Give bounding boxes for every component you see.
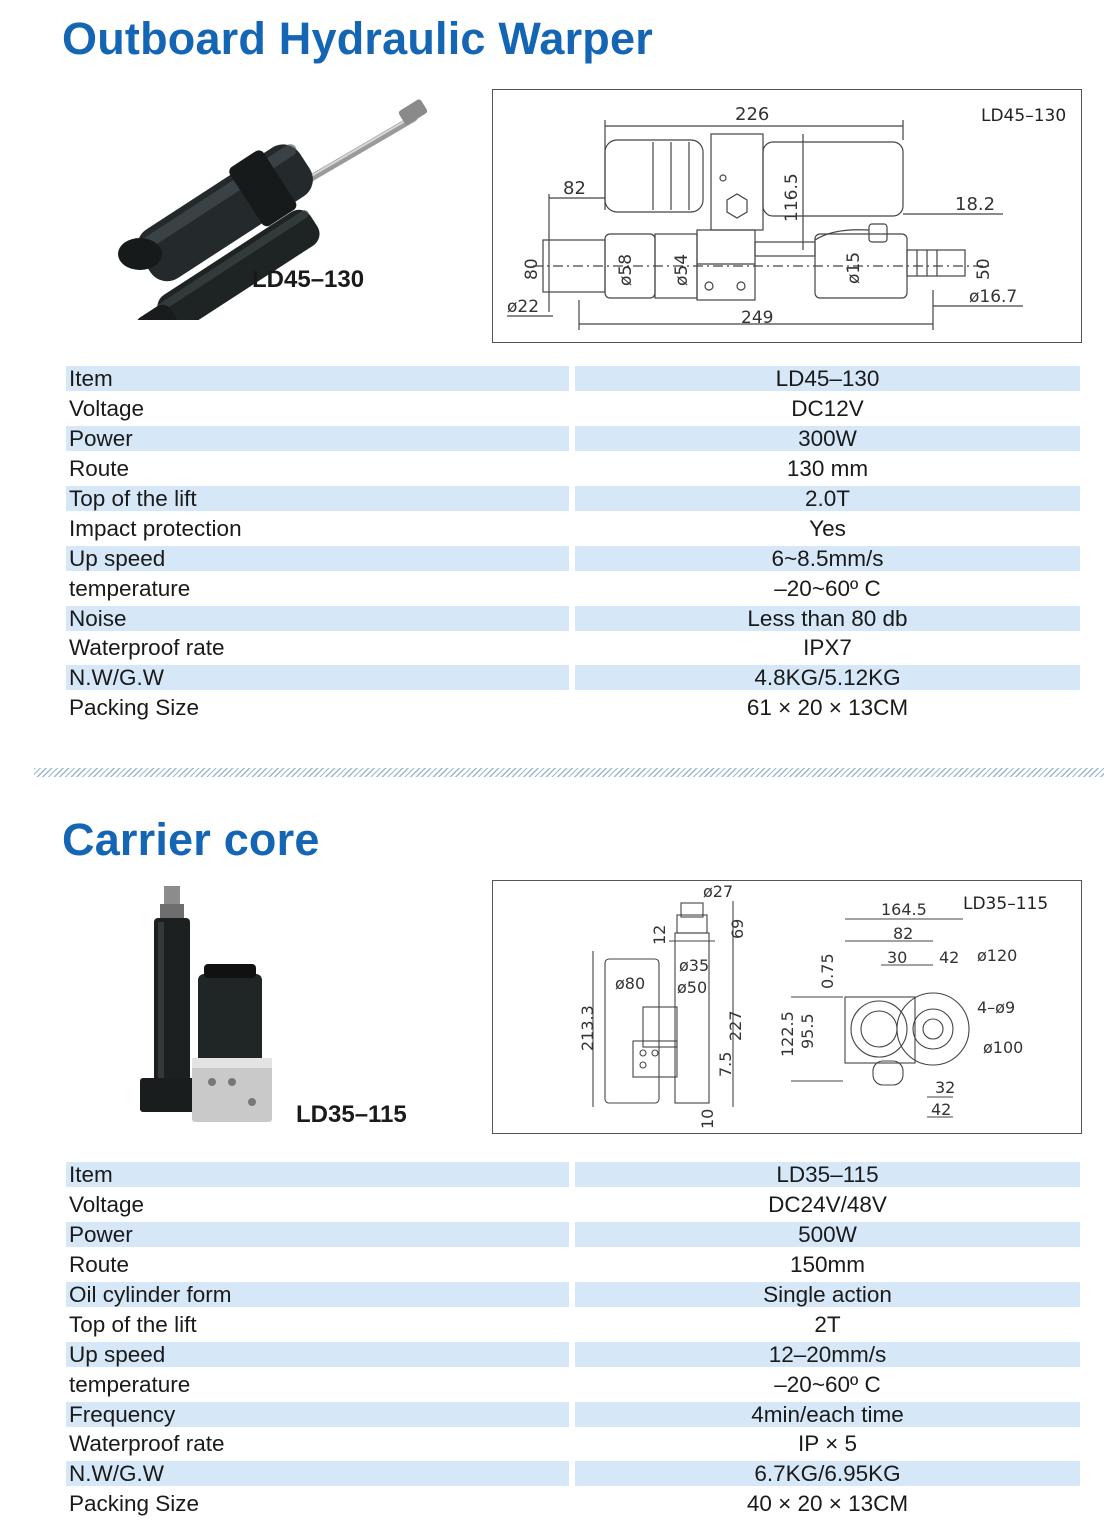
dimension-label: 249 (741, 308, 774, 328)
spec-value: DC12V (791, 396, 864, 422)
spec-value: 500W (575, 1222, 1080, 1247)
table-row (66, 1309, 1080, 1339)
dimension-label: 10 (698, 1108, 717, 1129)
table-row (66, 1280, 1080, 1310)
spec-value: Less than 80 db (575, 606, 1080, 631)
spec-value: Yes (809, 515, 846, 541)
dimension-label: 7.5 (716, 1051, 735, 1077)
spec-label: Up speed (66, 1342, 569, 1367)
spec-value: 2T (814, 1311, 841, 1337)
spec-label: Power (66, 1222, 569, 1247)
spec-value: 6~8.5mm/s (575, 546, 1080, 571)
table-row (66, 543, 1080, 573)
dimension-label: 213.3 (578, 1005, 597, 1051)
spec-value: LD35–115 (575, 1162, 1080, 1187)
spec-label: Oil cylinder form (66, 1282, 569, 1307)
spec-value: IPX7 (803, 635, 852, 661)
dimension-label: 32 (935, 1078, 956, 1097)
dimension-label: 82 (893, 924, 914, 943)
spec-label: Voltage (69, 396, 145, 422)
table-row (66, 424, 1080, 454)
spec-label: Route (69, 1252, 130, 1278)
dimension-label: 12 (650, 924, 669, 945)
spec-value: 4.8KG/5.12KG (575, 665, 1080, 690)
dimension-label: 95.5 (798, 1013, 817, 1049)
spec-label: Packing Size (69, 1491, 200, 1517)
dimension-label: ø58 (616, 253, 636, 286)
spec-value: 6.7KG/6.95KG (575, 1461, 1080, 1486)
table-row (66, 693, 1080, 723)
spec-value: 61 × 20 × 13CM (746, 695, 909, 721)
spec-label: N.W/G.W (66, 1461, 569, 1486)
table-row (66, 484, 1080, 514)
dimension-label: ø120 (977, 946, 1018, 965)
spec-label: Top of the lift (66, 486, 569, 511)
spec-label: Voltage (69, 1192, 145, 1218)
spec-value: DC24V/48V (768, 1192, 887, 1218)
spec-value: –20~60º C (774, 575, 881, 601)
table-row (66, 394, 1080, 424)
table-row (66, 513, 1080, 543)
table-row (66, 663, 1080, 693)
table-row (66, 454, 1080, 484)
table-row (66, 573, 1080, 603)
dimension-label: 42 (939, 948, 960, 967)
spec-label: Waterproof rate (69, 635, 225, 661)
spec-label: Item (66, 1162, 569, 1187)
spec-value: 2.0T (575, 486, 1080, 511)
dimension-label: 50 (974, 258, 994, 280)
dimension-label: ø80 (615, 974, 646, 993)
spec-label: Power (66, 426, 569, 451)
dimension-label: ø16.7 (969, 287, 1018, 307)
table-row (66, 1489, 1080, 1519)
drawing-model-label: LD35–115 (963, 894, 1049, 914)
dimension-label: ø50 (677, 978, 708, 997)
spec-value: Single action (575, 1282, 1080, 1307)
dimension-label: 30 (887, 948, 908, 967)
model-caption-ld35: LD35–115 (296, 1101, 407, 1128)
dimension-drawing-ld45 (492, 89, 1082, 343)
spec-value: 12–20mm/s (575, 1342, 1080, 1367)
table-row (66, 633, 1080, 663)
table-row (66, 1369, 1080, 1399)
dimension-label: 4–ø9 (977, 998, 1016, 1017)
drawing-model-label: LD45–130 (981, 106, 1067, 126)
table-row (66, 1399, 1080, 1429)
spec-label: N.W/G.W (66, 665, 569, 690)
table-row (66, 364, 1080, 394)
dimension-label: ø54 (672, 253, 692, 286)
dimension-label: 0.75 (818, 953, 837, 989)
spec-value: –20~60º C (774, 1371, 881, 1397)
table-row (66, 1160, 1080, 1190)
spec-value: 150mm (789, 1252, 866, 1278)
spec-value: 130 mm (786, 456, 869, 482)
dimension-label: 116.5 (782, 173, 802, 222)
model-caption-ld45: LD45–130 (252, 266, 365, 293)
spec-label: Impact protection (69, 515, 242, 541)
dimension-label: 164.5 (881, 900, 927, 919)
table-row (66, 1190, 1080, 1220)
table-row (66, 1429, 1080, 1459)
section-divider (34, 768, 1104, 777)
table-row (66, 1250, 1080, 1280)
dimension-label: ø27 (703, 882, 734, 901)
dimension-label: 227 (726, 1010, 745, 1041)
spec-value: 300W (575, 426, 1080, 451)
spec-value: IP × 5 (797, 1431, 857, 1457)
spec-table-ld35 (66, 1160, 1080, 1519)
hydraulic-cylinder-with-motor-photo (132, 882, 282, 1132)
spec-label: Up speed (66, 546, 569, 571)
dimension-label: ø15 (844, 251, 864, 284)
dimension-label: ø22 (507, 297, 540, 317)
spec-label: temperature (69, 575, 191, 601)
spec-table-ld45 (66, 364, 1080, 723)
dimension-drawing-ld35 (492, 880, 1082, 1134)
section-title-carrier-core: Carrier core (62, 814, 320, 865)
dimension-label: 18.2 (955, 194, 996, 215)
table-row (66, 1220, 1080, 1250)
table-row (66, 1459, 1080, 1489)
dimension-label: 122.5 (778, 1011, 797, 1057)
dimension-label: ø35 (679, 956, 710, 975)
dimension-label: ø100 (983, 1038, 1024, 1057)
spec-label: Top of the lift (69, 1311, 197, 1337)
dimension-label: 80 (522, 258, 542, 280)
spec-label: Waterproof rate (69, 1431, 225, 1457)
table-row (66, 603, 1080, 633)
dimension-label: 82 (563, 178, 586, 199)
spec-label: Route (69, 456, 130, 482)
spec-value: 40 × 20 × 13CM (746, 1491, 909, 1517)
spec-label: Packing Size (69, 695, 200, 721)
spec-label: Noise (66, 606, 569, 631)
spec-label: Frequency (66, 1402, 569, 1427)
section-title-outboard: Outboard Hydraulic Warper (62, 13, 653, 64)
table-row (66, 1339, 1080, 1369)
dimension-label: 42 (931, 1100, 952, 1119)
spec-label: Item (66, 366, 569, 391)
dimension-label: 226 (735, 104, 770, 125)
dimension-label: 69 (728, 918, 747, 939)
spec-value: LD45–130 (575, 366, 1080, 391)
spec-label: temperature (69, 1371, 191, 1397)
spec-value: 4min/each time (575, 1402, 1080, 1427)
